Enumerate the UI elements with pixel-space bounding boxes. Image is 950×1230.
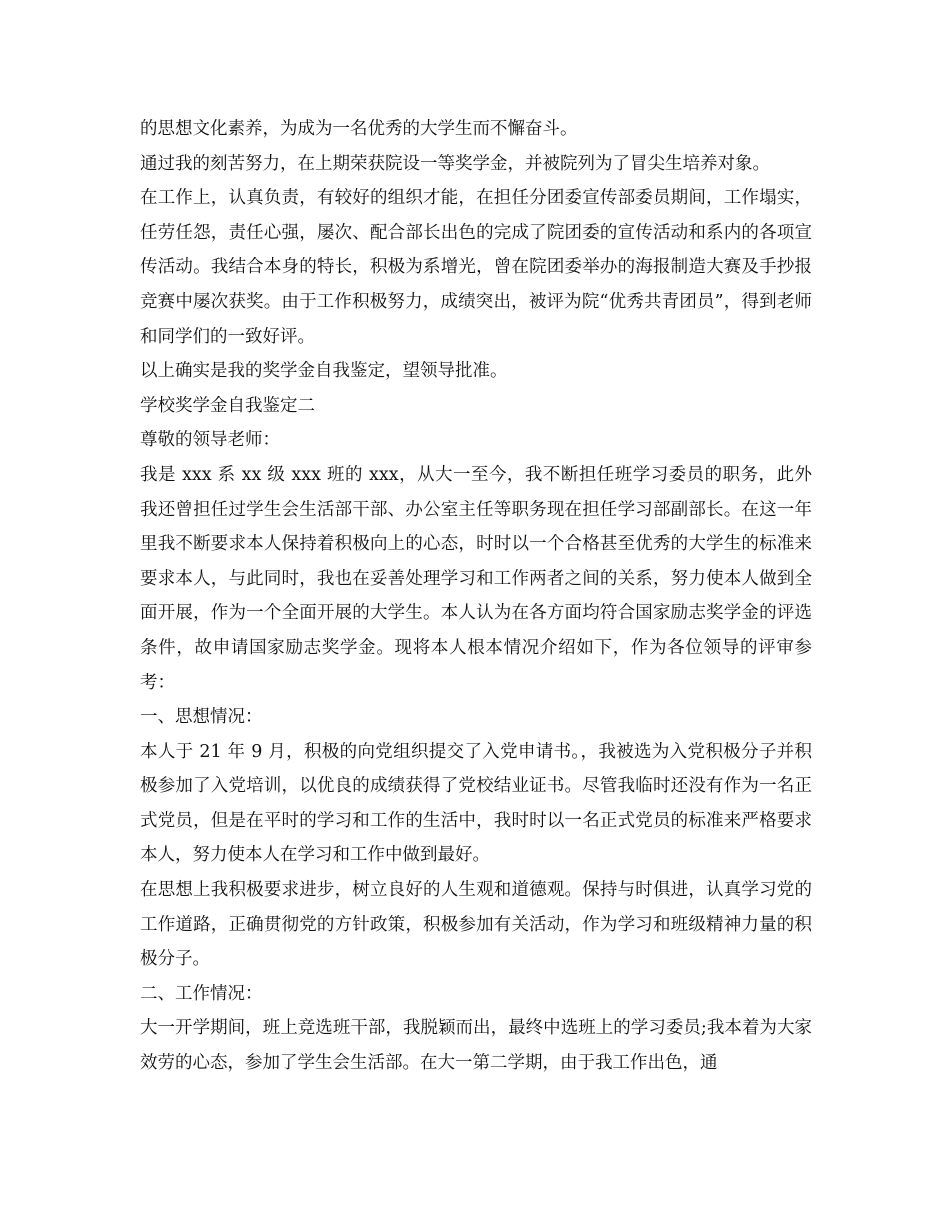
paragraph: 的思想文化素养，为成为一名优秀的大学生而不懈奋斗。 — [140, 119, 578, 139]
paragraph: 我是 xxx 系 xx 级 xxx 班的 xxx，从大一至今，我不断担任班学习委员的职务，此外我还曾担任过学生会生活部干部、办公室主任等职务现在担任学习部副部长。在这一年里我不断要求本人保持着积极向上的心态，时时以一个合格甚至优秀的大学生的标准来要求本人，与此同时，我也在妥善处理学习和工作两者之间的关系，努力使本人做到全面开展，作为一个全面开展的大学生。本人认为在各方面均符合国家励志奖学金的评选条件，故申请国家励志奖学金。现将本人根本情况介绍如下，作为各位领导的评审参考： — [140, 464, 812, 693]
section-heading: 一、思想情况： — [140, 707, 263, 728]
document-body — [140, 112, 812, 1081]
paragraph: 本人于 21 年 9 月，积极的向党组织提交了入党申请书。，我被选为入党积极分子并积极参加了入党培训，以优良的成绩获得了党校结业证书。尽管我临时还没有作为一名正式党员，但是在平时的学习和工作的生活中，我时时以一名正式党员的标准来严格要求本人，努力使本人在学习和工作中做到最好。 — [140, 741, 812, 866]
paragraph: 在思想上我积极要求进步，树立良好的人生观和道德观。保持与时俱进，认真学习党的工作道路，正确贯彻党的方针政策，积极参加有关活动，作为学习和班级精神力量的积极分子。 — [140, 880, 812, 970]
section-heading: 二、工作情况： — [140, 983, 263, 1004]
paragraph: 通过我的刻苦努力，在上期荣获院设一等奖学金，并被院列为了冒尖生培养对象。 — [140, 153, 770, 174]
paragraph: 大一开学期间，班上竞选班干部，我脱颖而出，最终中选班上的学习委员;我本着为大家效劳的心态，参加了学生会生活部。在大一第二学期，由于我工作出色，通 — [140, 1018, 812, 1074]
section-title: 学校奖学金自我鉴定二 — [140, 395, 315, 416]
paragraph: 以上确实是我的奖学金自我鉴定，望领导批准。 — [140, 361, 508, 382]
salutation: 尊敬的领导老师： — [140, 430, 280, 451]
paragraph: 在工作上，认真负责，有较好的组织才能，在担任分团委宣传部委员期间，工作塌实，任劳任怨，责任心强，屡次、配合部长出色的完成了院团委的宣传活动和系内的各项宣传活动。我结合本身的特长，积极为系增光，曾在院团委举办的海报制造大赛及手抄报竞赛中屡次获奖。由于工作积极努力，成绩突出，被评为院“优秀共青团员”，得到老师和同学们的一致好评。 — [140, 188, 812, 347]
